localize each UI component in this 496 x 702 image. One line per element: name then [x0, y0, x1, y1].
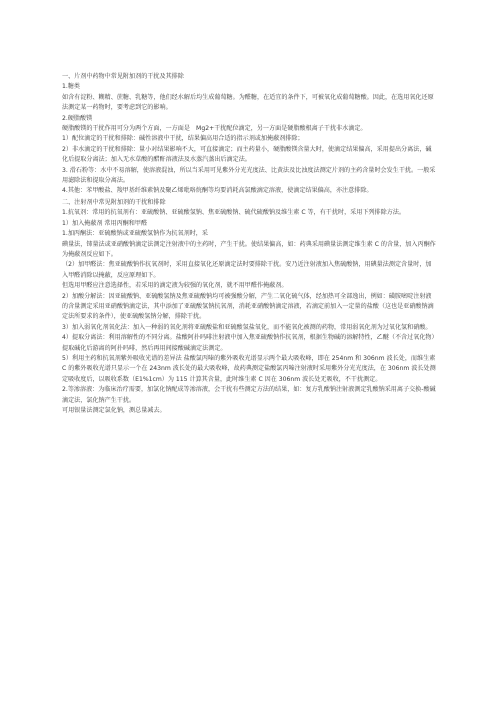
paragraph: 2.硬脂酸镁: [62, 114, 93, 122]
paragraph: 硬脂酸镁的干扰作用可分为两个方面，一方面是 Mg2+干扰配位滴定，另一方面是硬脂酸根离子干扰非水滴定。: [62, 125, 367, 133]
section-1-title: 一、片剂中药物中常见附加剂的干扰及其排除: [62, 73, 184, 80]
paragraph: 可用银量法测定氯化钠，测总量减去。: [62, 407, 166, 414]
section-1: [62, 72, 437, 197]
paragraph: （2）加甲醛法：焦亚硫酸钠作抗氧剂时，采用直接氧化还原滴定法时要排除干扰。安乃近注射液加入焦硫酸钠，用碘量法测定含量时，加入甲醛消除以掩蔽，反应原理如下。: [62, 261, 432, 279]
paragraph: 2）非水滴定的干扰和排除：量小对结果影响不大，可直接滴定；而主药量小，硬脂酸镁含量大时，使滴定结果偏高，采用提出分离法，碱化后提取分离法；加入无水草酸的醋酐溶液法及水蒸汽蒸出后滴定法。: [62, 145, 432, 164]
paragraph: 1.糖类: [62, 83, 81, 91]
paragraph: 1）配位滴定的干扰和排除：碱性溶液中干扰，结果偏高用合适的指示剂或加掩蔽剂排除；: [62, 135, 304, 143]
section-2-title: 二、注射剂中常见附加剂的干扰和排除: [62, 198, 166, 206]
paragraph: 3. 滑石粉等：水中不易溶解，使溶液混浊，所以当采用可见紫外分光光度法、比黄法及比浊度法测定片剂的主药含量时会发生干扰。一般采用滤除法和提取分离法。: [62, 166, 436, 185]
paragraph: 2.等渗溶液：为临床治疗需要，加氯化钠配成等渗溶液，会干扰有些测定方法的结果，如：复方乳酸钠注射液测定乳酸钠采用离子交换-酸碱滴定法，氯化钠产生干扰。: [62, 386, 436, 404]
paragraph: 碘量法，铈量法或亚硝酸钠滴定法测定注射液中的主药时，产生干扰。使结果偏高，如：药典采用碘量法测定维生素 C 的含量，加入丙酮作为掩蔽剂反应如下。: [62, 240, 436, 258]
paragraph: 但选用甲醛应注意选择性，若采用的滴定液为较强的氧化剂，就不用甲醛作掩蔽剂。: [62, 282, 288, 290]
paragraph: 如含有淀粉、糊精、蔗糖、乳糖等，他们经水解后均生成葡萄糖。为醛糖，在适宜的条件下，可被氧化成葡萄糖酸。因此，在选用氧化还原法测定某一药物时，要考虑到它的影响。: [62, 93, 434, 112]
paragraph: 1.加丙酮法：亚硫酸钠或亚硫酸氢钠作为抗氧剂时，采: [62, 230, 208, 238]
section-2: [62, 198, 437, 417]
paragraph: 4）提取分离法：利用溶解性的不同分离。盐酸阿扑吗啡注射液中加入焦亚硫酸钠作抗氧剂，根据生物碱的溶解特性，乙醚（不含过氧化物）提取碱化后游离的阿扑吗啡，然后再用间接酸碱滴定法测定。: [62, 334, 435, 352]
paragraph: 4.其他：苯甲酸盐、羧甲基纤维素钠及聚乙烯吡咯烷酮等均要消耗高氯酸滴定溶液，使滴定结果偏高，亦注意排除。: [62, 187, 373, 195]
paragraph: 3）加入弱氧化剂氧化法：加入一种弱的氧化剂将亚硫酸盐和亚硫酸氢盐氧化，而不能氧化被测的药物，常用弱氧化剂为过氧化氢和硝酸。: [62, 323, 432, 331]
document-page: [62, 71, 437, 416]
paragraph: 5）利用主药和抗氧剂紫外吸收光谱的差异法 盐酸氯丙嗪的紫外吸收光谱显示两个最大吸收峰，即在 254nm 和 306nm 波长处，而维生素 C 的紫外吸收光谱只显示一个在 243nm 波长处的最大吸收峰，故药典测定盐酸氯丙嗪注射液时采用紫外分光光度法，在 306nm 波长处测定吸收度后，以吸收系数（E1%1cm）为 115 计算其含量，此时维生素 C 因在 306nm 波长处无吸收，不干扰测定。: [62, 354, 436, 383]
paragraph: 1.抗氧剂：常用的抗氧剂有：亚硫酸钠、亚硫酸氢钠、焦亚硫酸钠、硫代硫酸钠及维生素 C 等，有干扰时，采用下列排除方法。: [62, 209, 406, 217]
paragraph: 2）加酸分解法：因亚硫酸钠、亚硫酸氢钠及焦亚硫酸钠均可被强酸分解，产生二氧化硫气体，经加热可全部逸出，例如：磺胺嘧啶注射液的含量测定采用亚硝酸钠滴定法，其中添加了亚硫酸氢钠抗氧剂，消耗亚硝酸钠滴定溶液，若滴定前加入一定量的盐酸（这也是亚硝酸钠滴定法所要求的条件），使亚硫酸氢钠分解，排除干扰。: [62, 292, 434, 321]
paragraph: 1）加入掩蔽剂 常用丙酮和甲醛: [62, 219, 148, 227]
